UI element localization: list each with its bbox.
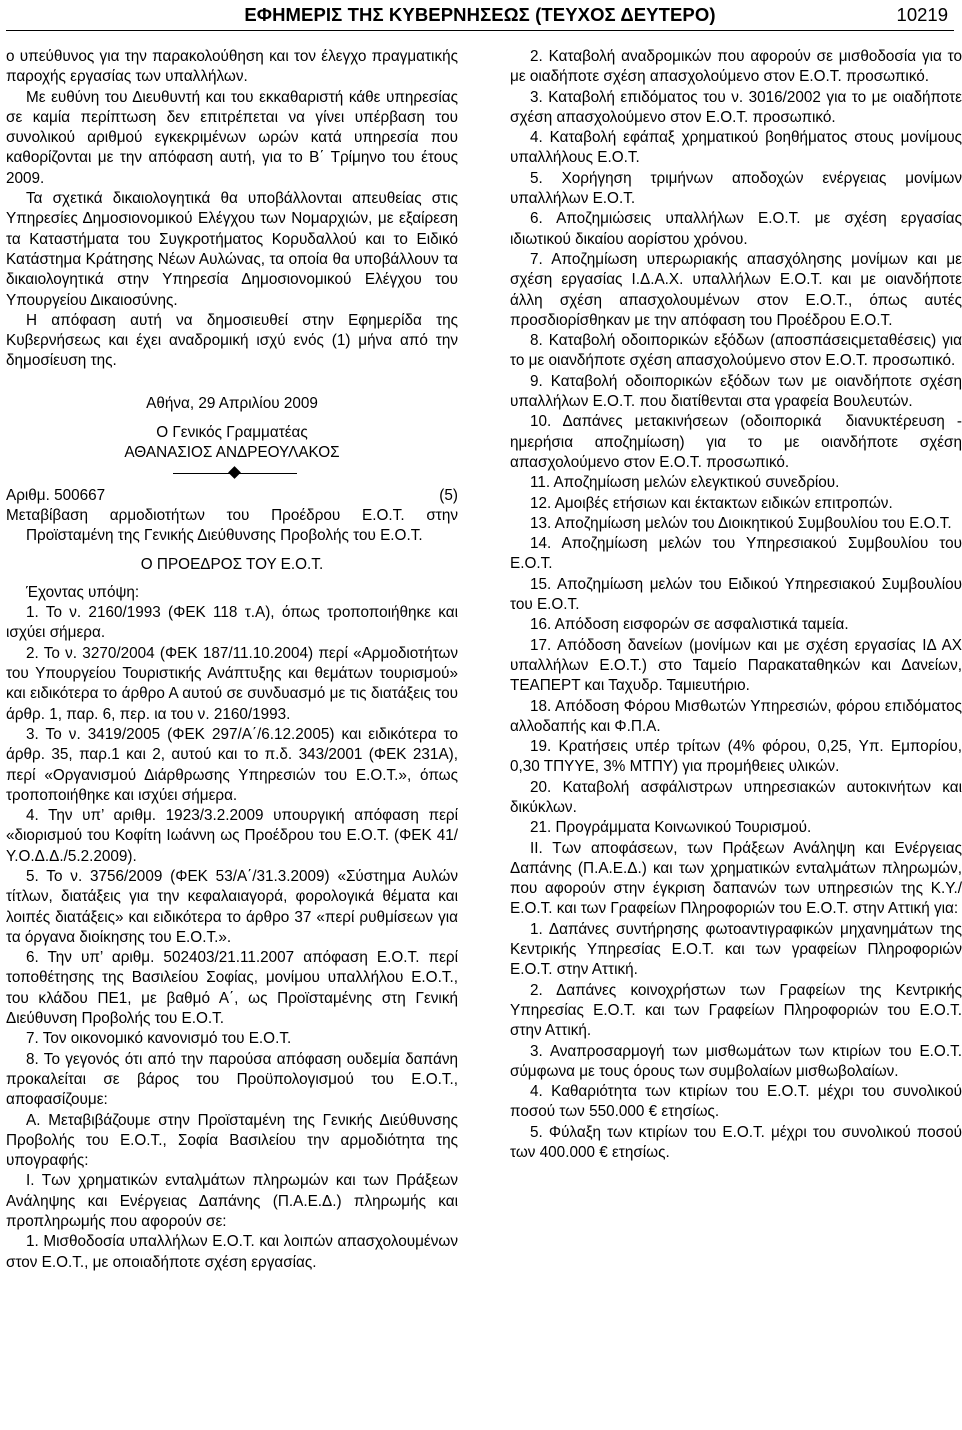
list-item: 15. Αποζημίωση μελών του Ειδικού Υπηρεσιακού Συμβουλίου του Ε.Ο.Τ. bbox=[510, 575, 962, 614]
list-item: 1. Το ν. 2160/1993 (ΦΕΚ 118 τ.Α), όπως τροποποιήθηκε και ισχύει σήμερα. bbox=[6, 604, 458, 642]
list-item: 5. Φύλαξη των κτιρίων του Ε.Ο.Τ. μέχρι του συνολικού ποσού των 400.000 € ετησίως. bbox=[510, 1123, 962, 1162]
gazette-title: ΕΦΗΜΕΡΙΣ ΤΗΣ ΚΥΒΕΡΝΗΣΕΩΣ (ΤΕΥΧΟΣ ΔΕΥΤΕΡΟ) bbox=[244, 4, 716, 25]
list-item: 4. Την υπ’ αριθμ. 1923/3.2.2009 υπουργική απόφαση περί «διορισμού του Κοφίτη Ιωάννη ως Προέδρου του Ε.Ο.Τ. (ΦΕΚ 41/Υ.Ο.Δ.Δ./5.2.2009). bbox=[6, 807, 458, 865]
list-item: Ι. Των χρηματικών ενταλμάτων πληρωμών και των Πράξεων Ανάληψης και Ενέργειας Δαπάνης (Π.Α.Ε.Δ.) πληρωμής και προπληρωμής που αφορούν σε: bbox=[6, 1172, 458, 1231]
paragraph: Η απόφαση αυτή να δημοσιευθεί στην Εφημερίδα της Κυβερνήσεως και έχει αναδρομική ισχύ ενός (1) μήνα από την δημοσίευση της. bbox=[6, 311, 458, 370]
list-item: 20. Καταβολή ασφάλιστρων υπηρεσιακών αυτοκινήτων και δικύκλων. bbox=[510, 778, 962, 816]
page-number: 10219 bbox=[896, 4, 948, 25]
list-item: 17. Απόδοση δανείων (μονίμων και με σχέση εργασίας ΙΔ ΑΧ υπαλλήλων Ε.Ο.Τ.) στο Ταμείο Παρακαταθηκών και Δανείων, ΤΕΑΠΕΡΤ και Ταχυδρ. Ταμιευτήριο. bbox=[510, 636, 962, 695]
list-item: 3. Το ν. 3419/2005 (ΦΕΚ 297/Α΄/6.12.2005) και ειδικότερα το άρθρ. 35, παρ.1 και 2, αυτού και το π.δ. 343/2001 (ΦΕΚ 231Α), περί «Οργανισμού Διάρθρωσης Υπηρεσιών του Ε.Ο.Τ.», όπως τροποποιήθηκε και ισχύει σήμερα. bbox=[6, 725, 458, 804]
list-item: 13. Αποζημίωση μελών του Διοικητικού Συμβουλίου του Ε.Ο.Τ. bbox=[530, 514, 952, 532]
decision-title: Μεταβίβαση αρμοδιοτήτων του Προέδρου Ε.Ο.Τ. στην Προϊσταμένη της Γενικής Διεύθυνσης Προβολής του Ε.Ο.Τ. bbox=[6, 506, 458, 545]
list-item: 1. Δαπάνες συντήρησης φωτοαντιγραφικών μηχανημάτων της Κεντρικής Υπηρεσίας Ε.Ο.Τ. και των γραφείων Πληροφοριών Ε.Ο.Τ. στην Αττική. bbox=[510, 920, 962, 979]
list-item: 4. Καθαριότητα των κτιρίων του Ε.Ο.Τ. μέχρι του συνολικού ποσού των 550.000 € ετησίως. bbox=[510, 1083, 962, 1121]
having-regard: Έχοντας υπόψη: bbox=[26, 583, 140, 601]
list-item: 21. Προγράμματα Κοινωνικού Τουρισμού. bbox=[530, 819, 812, 837]
diamond-icon bbox=[228, 466, 241, 479]
list-item: 16. Απόδοση εισφορών σε ασφαλιστικά ταμεία. bbox=[530, 616, 849, 634]
list-item: 3. Καταβολή επιδόματος του ν. 3016/2002 για το με οιαδήποτε σχέση απασχολούμενο στον Ε.Ο.Τ. προσωπικό. bbox=[510, 88, 962, 126]
left-column bbox=[6, 47, 458, 1273]
list-item: 18. Απόδοση Φόρου Μισθωτών Υπηρεσιών, φόρου επιδόματος αλλοδαπής και Φ.Π.Α. bbox=[510, 697, 962, 735]
list-item: 8. Το γεγονός ότι από την παρούσα απόφαση ουδεμία δαπάνη προκαλείται σε βάρος του Προϋπολογισμού του Ε.Ο.Τ., αποφασίζουμε: bbox=[6, 1050, 458, 1109]
list-item: 2. Δαπάνες κοινοχρήστων των Γραφείων της Κεντρικής Υπηρεσίας Ε.Ο.Τ. και των Γραφείων Πληροφοριών του Ε.Ο.Τ. στην Αττική. bbox=[510, 981, 962, 1040]
list-item: 10. Δαπάνες μετακινήσεων (οδοιπορικά διανυκτέρευση ημερήσια αποζημίωση) για το με οιανδήποτε σχέση απασχολούμενο στον Ε.Ο.Τ. προσωπικό. bbox=[510, 413, 962, 471]
decision-number: Αριθμ. 500667 bbox=[6, 486, 106, 504]
list-item: ΙΙ. Των αποφάσεων, των Πράξεων Ανάληψη και Ενέργειας Δαπάνης (Π.Α.Ε.Δ.) και των χρηματικών ενταλμάτων πληρωμών, που αφορούν στην έγκριση δαπανών των υπηρεσιών της Κ.Υ./Ε.Ο.Τ. και των Γραφείων Πληροφοριών του Ε.Ο.Τ. στην Αττική για: bbox=[510, 839, 962, 918]
issuing-authority: Ο ΠΡΟΕΔΡΟΣ ΤΟΥ Ε.Ο.Τ. bbox=[140, 555, 324, 573]
signer-title: Ο Γενικός Γραμματέας bbox=[156, 424, 308, 442]
list-item: 4. Καταβολή εφάπαξ χρηματικού βοηθήματος στους μονίμους υπαλλήλους Ε.Ο.Τ. bbox=[510, 129, 962, 167]
decision-sequence: (5) bbox=[439, 486, 458, 504]
list-item: 5. Το ν. 3756/2009 (ΦΕΚ 53/Α΄/31.3.2009) «Σύστημα Αυλών τίτλων, διατάξεις για την κεφαλαιαγορά, φορολογικά θέματα και λοιπές διατάξεις» και ειδικότερα το άρθρο 37 «περί ρυθμίσεων για τα όργανα διοίκησης του Ε.Ο.Τ.». bbox=[6, 867, 458, 946]
list-item: Α. Μεταβιβάζουμε στην Προϊσταμένη της Γενικής Διεύθυνσης Προβολής του Ε.Ο.Τ., Σοφία Βασιλείου την αρμοδιότητα της υπογραφής: bbox=[6, 1111, 458, 1170]
list-item: 1. Μισθοδοσία υπαλλήλων Ε.Ο.Τ. και λοιπών απασχολουμένων στον Ε.Ο.Τ., με οποιαδήποτε σχέση εργασίας. bbox=[6, 1233, 458, 1271]
list-item: 14. Αποζημίωση μελών του Υπηρεσιακού Συμβουλίου του Ε.Ο.Τ. bbox=[510, 535, 962, 573]
list-item: 2. Το ν. 3270/2004 (ΦΕΚ 187/11.10.2004) περί «Αρμοδιοτήτων του Υπουργείου Τουριστικής Ανάπτυξης και θεμάτων τουρισμού» και ειδικότερα το άρθρο Α αυτού σε συνδυασμό με τις διατάξεις του άρθρ. 1, παρ. 6, περ. ια του ν. 2160/1993. bbox=[6, 644, 458, 723]
section-divider bbox=[6, 465, 458, 483]
right-column bbox=[510, 47, 962, 1163]
list-item: 6. Την υπ’ αριθμ. 502403/21.11.2007 απόφαση Ε.Ο.Τ. περί τοποθέτησης της Βασιλείου Σοφίας, μονίμου υπαλλήλου Ε.Ο.Τ., του κλάδου ΠΕ1, με βαθμό Α΄, ως Προϊσταμένης στη Γενική Διεύθυνση Προβολής του Ε.Ο.Τ. bbox=[6, 949, 458, 1028]
list-item: 2. Καταβολή αναδρομικών που αφορούν σε μισθοδοσία για το με οιαδήποτε σχέση απασχολούμενο στον Ε.Ο.Τ. προσωπικό. bbox=[510, 48, 962, 86]
list-item: 11. Αποζημίωση μελών ελεγκτικού συνεδρίου. bbox=[530, 474, 840, 492]
list-item: 5. Χορήγηση τριμήνων αποδοχών ενέργειας μονίμων υπαλλήλων Ε.Ο.Τ. bbox=[510, 169, 962, 208]
list-item: 8. Καταβολή οδοιπορικών εξόδων (αποσπάσειςμεταθέσεις) για το με οιανδήποτε σχέση απασχολούμενο στον Ε.Ο.Τ. προσωπικό. bbox=[510, 332, 962, 370]
signer-name: ΑΘΑΝΑΣΙΟΣ ΑΝΔΡΕΟΥΛΑΚΟΣ bbox=[124, 444, 340, 462]
paragraph: Με ευθύνη του Διευθυντή και του εκκαθαριστή κάθε υπηρεσίας σε καμία περίπτωση δεν επιτρέπεται να γίνει υπέρβαση του συνολικού αριθμού εγκεκριμένων ωρών κατά υπηρεσία που καθορίζονται με την απόφαση αυτή, για το Β΄ Τρίμηνο του έτους 2009. bbox=[6, 88, 458, 187]
paragraph: ο υπεύθυνος για την παρακολούθηση και τον έλεγχο πραγματικής παροχής εργασίας των υπαλλήλων. bbox=[6, 48, 458, 86]
list-item: 12. Αμοιβές ετήσιων και έκτακτων ειδικών επιτροπών. bbox=[530, 494, 893, 512]
list-item: 7. Αποζημίωση υπερωριακής απασχόλησης μονίμων και με σχέση εργασίας Ι.Δ.Α.Χ. υπαλλήλων Ε.Ο.Τ. και με οιανδήποτε άλλη σχέση απασχολουμένων στον Ε.Ο.Τ., όπως αυτές προσδιορίσθηκαν με την απόφαση του Προέδρου Ε.Ο.Τ. bbox=[510, 250, 962, 329]
list-item: 7. Τον οικονομικό κανονισμό του Ε.Ο.Τ. bbox=[26, 1030, 292, 1048]
decision-number-row bbox=[6, 486, 458, 506]
place-date: Αθήνα, 29 Απριλίου 2009 bbox=[146, 394, 318, 412]
list-item: 3. Αναπροσαρμογή των μισθωμάτων των κτιρίων του Ε.Ο.Τ. σύμφωνα με τους όρους των συμβολαίων μισθωβολαίων. bbox=[510, 1042, 962, 1080]
page-header bbox=[6, 0, 954, 31]
list-item: 9. Καταβολή οδοιπορικών εξόδων των με οιανδήποτε σχέση υπαλλήλων Ε.Ο.Τ. που διατίθενται στα γραφεία Βουλευτών. bbox=[510, 372, 962, 411]
list-item: 6. Αποζημιώσεις υπαλλήλων Ε.Ο.Τ. με σχέση εργασίας ιδιωτικού δικαίου αορίστου χρόνου. bbox=[510, 210, 962, 248]
list-item: 19. Κρατήσεις υπέρ τρίτων (4% φόρου, 0,25, Υπ. Εμπορίου, 0,30 ΤΠΥΥΕ, 3% ΜΤΠΥ) για προμήθειες υλικών. bbox=[510, 738, 962, 776]
paragraph: Τα σχετικά δικαιολογητικά θα υποβάλλονται απευθείας στις Υπηρεσίες Δημοσιονομικού Ελέγχου των Νομαρχιών, με εξαίρεση τα Καταστήματα του Συγκροτήματος Κορυδαλλού και το Ειδικό Κατάστημα Κράτησης Νέων Αυλώνας, τα οποία θα υποβάλλουν τα δικαιολογητικά στην Υπηρεσία Δημοσιονομικού Ελέγχου του Υπουργείου Δικαιοσύνης. bbox=[6, 190, 458, 309]
